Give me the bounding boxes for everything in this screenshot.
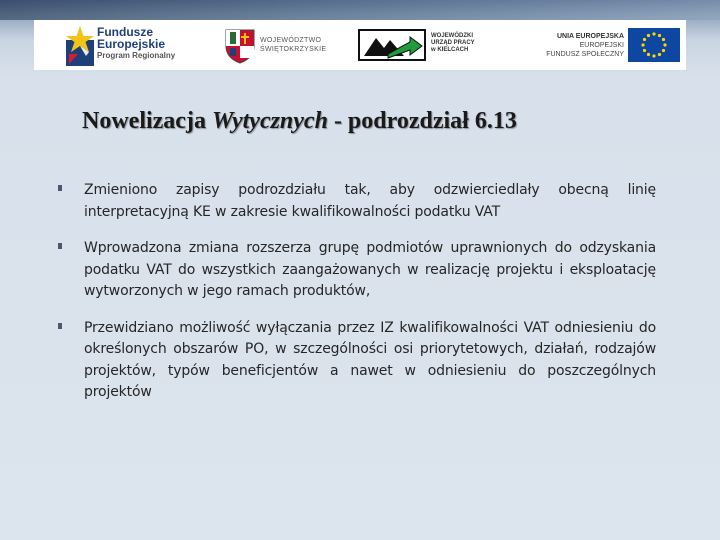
eu-flag-icon <box>628 28 680 62</box>
fundusze-europejskie-logo <box>64 20 224 70</box>
bullet-text: Zmieniono zapisy podrozdziału tak, aby odzwierciedlały obecną linię interpretacyjną KE w zakresie kwalifikowalności podatku VAT <box>84 182 656 220</box>
bullet-marker-icon <box>58 243 62 249</box>
title-part-2: Wytycznych <box>211 108 328 134</box>
ue-text <box>516 32 624 59</box>
ws-line-2: ŚWIĘTOKRZYSKIE <box>260 46 327 53</box>
urzad-pracy-logo <box>356 20 486 70</box>
fe-star-icon <box>64 24 96 68</box>
fe-text <box>97 26 175 62</box>
ws-text <box>260 36 326 54</box>
ws-line-1: WOJEWÓDZTWO <box>260 37 322 44</box>
title-part-3: - podrozdział 6.13 <box>327 108 517 134</box>
unia-europejska-logo <box>510 20 680 70</box>
wup-emblem-icon <box>358 28 428 62</box>
bullet-item-1 <box>58 180 656 223</box>
ue-line-1: UNIA EUROPEJSKA <box>556 33 624 40</box>
logo-bar <box>34 20 686 70</box>
wup-line-1: WOJEWÓDZKI <box>431 33 473 39</box>
title-part-1: Nowelizacja <box>82 108 212 134</box>
bullet-item-2 <box>58 238 656 303</box>
fe-line-1: Fundusze <box>97 25 153 39</box>
fe-line-2: Europejskie <box>97 37 166 51</box>
wup-line-3: w KIELCACH <box>431 47 469 53</box>
ue-line-3: FUNDUSZ SPOŁECZNY <box>546 51 624 58</box>
wojewodztwo-logo <box>222 20 332 70</box>
coat-of-arms-icon <box>224 28 256 64</box>
header-band <box>0 0 720 20</box>
slide-title <box>82 108 517 135</box>
bullet-item-3 <box>58 318 656 404</box>
bullet-marker-icon <box>58 323 62 329</box>
bullet-text: Przewidziano możliwość wyłączania przez IZ kwalifikowalności VAT odniesieniu do określonych obszarów PO, w szczególności osi priorytetowych, działań, rodzajów projektów, typów beneficjentów a nawet w odniesieniu do poszczególnych projektów <box>84 319 656 400</box>
bullet-text: Wprowadzona zmiana rozszerza grupę podmiotów uprawnionych do odzyskania podatku VAT do wszystkich zaangażowanych w realizację projektu i eksploatację wytworzonych w jego ramach produktów, <box>84 240 656 299</box>
fe-line-3: Program Regionalny <box>97 51 176 60</box>
ue-line-2: EUROPEJSKI <box>579 42 624 49</box>
wup-text <box>431 33 475 54</box>
bullet-list <box>58 180 656 419</box>
wup-line-2: URZĄD PRACY <box>431 40 475 46</box>
bullet-marker-icon <box>58 185 62 191</box>
